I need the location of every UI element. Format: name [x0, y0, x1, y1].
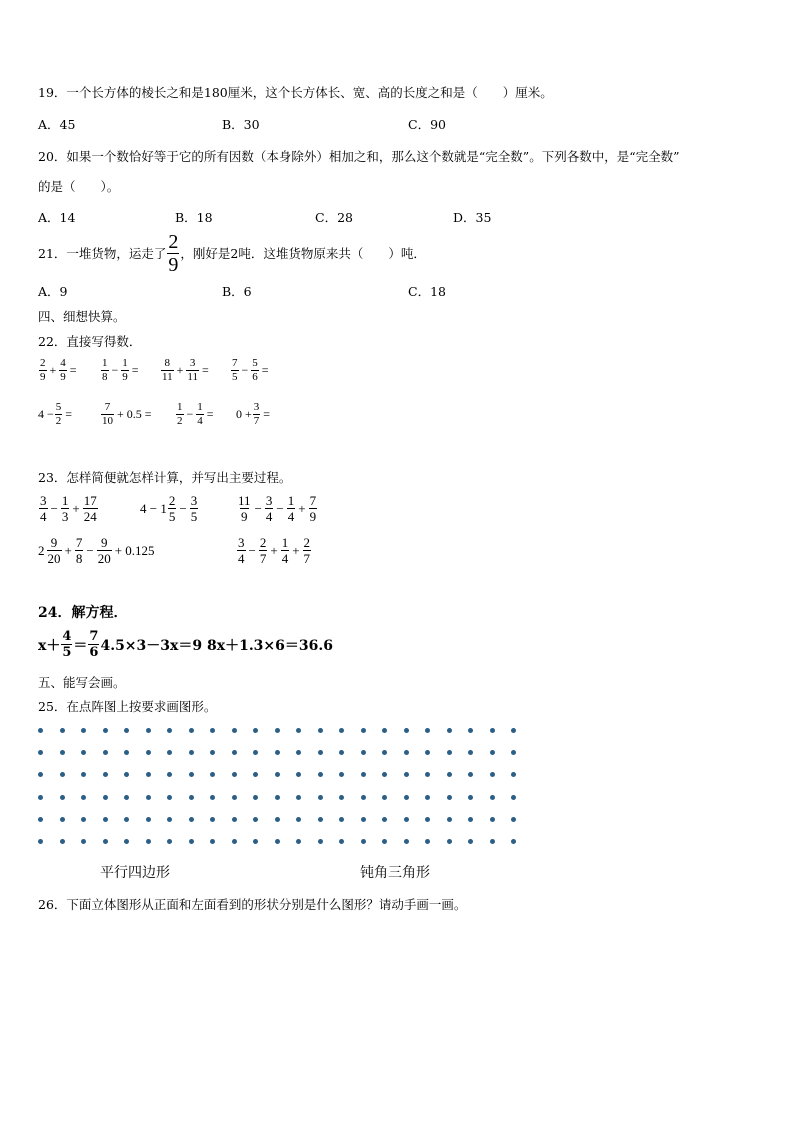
grid-dot[interactable]	[232, 839, 237, 844]
q22-expr-5: 4 − $\frac{5}{2}$ =	[38, 401, 73, 427]
grid-dot[interactable]	[318, 795, 323, 800]
grid-dot[interactable]	[232, 817, 237, 822]
dot-grid[interactable]	[38, 728, 513, 848]
grid-dot[interactable]	[253, 772, 258, 777]
q21-option-b: B．6	[222, 284, 252, 299]
q24-x-term: x＋	[38, 637, 61, 654]
q20-option-b: B．18	[175, 210, 213, 225]
grid-dot[interactable]	[81, 750, 86, 755]
grid-dot[interactable]	[232, 795, 237, 800]
q19-stem: 19．一个长方体的棱长之和是180厘米，这个长方体长、宽、高的长度之和是（ ）厘米。	[38, 85, 553, 100]
grid-dot[interactable]	[232, 728, 237, 733]
q21-fraction-num: 2	[168, 230, 179, 253]
q20-option-a: A．14	[38, 210, 76, 225]
grid-dot[interactable]	[490, 817, 495, 822]
grid-dot[interactable]	[447, 817, 452, 822]
grid-dot[interactable]	[511, 772, 516, 777]
q22-stem: 22．直接写得数．	[38, 334, 142, 349]
grid-dot[interactable]	[275, 728, 280, 733]
grid-dot[interactable]	[124, 750, 129, 755]
grid-dot[interactable]	[468, 839, 473, 844]
grid-dot[interactable]	[447, 750, 452, 755]
q19-option-b: B．30	[222, 117, 260, 132]
grid-dot[interactable]	[210, 750, 215, 755]
grid-dot[interactable]	[511, 795, 516, 800]
grid-dot[interactable]	[124, 772, 129, 777]
grid-dot[interactable]	[253, 795, 258, 800]
grid-dot[interactable]	[103, 817, 108, 822]
grid-dot[interactable]	[253, 728, 258, 733]
grid-dot[interactable]	[146, 728, 151, 733]
q24-rest: 4.5×3－3x＝9 8x＋1.3×6＝36.6	[100, 637, 333, 654]
grid-dot[interactable]	[382, 839, 387, 844]
grid-dot[interactable]	[146, 795, 151, 800]
grid-dot[interactable]	[447, 839, 452, 844]
grid-dot[interactable]	[447, 795, 452, 800]
grid-dot[interactable]	[490, 839, 495, 844]
grid-dot[interactable]	[38, 839, 43, 844]
grid-dot[interactable]	[60, 795, 65, 800]
grid-dot[interactable]	[382, 750, 387, 755]
grid-dot[interactable]	[339, 795, 344, 800]
q22-expr-8: 0 + $\frac{3}{7}$ =	[236, 401, 271, 427]
grid-dot[interactable]	[60, 728, 65, 733]
q21-stem-post: ，刚好是2吨．这堆货物原来共（ ）吨．	[180, 246, 426, 261]
q21-fraction-den: 9	[168, 253, 179, 276]
grid-dot[interactable]	[275, 772, 280, 777]
grid-dot[interactable]	[490, 750, 495, 755]
grid-dot[interactable]	[425, 817, 430, 822]
grid-dot[interactable]	[275, 750, 280, 755]
q21-fraction	[167, 232, 179, 275]
grid-dot[interactable]	[189, 795, 194, 800]
q24-fraction-1: $\frac{4}{5}$	[62, 629, 72, 660]
grid-dot[interactable]	[382, 795, 387, 800]
grid-dot[interactable]	[210, 728, 215, 733]
grid-dot[interactable]	[468, 750, 473, 755]
label-obtuse-triangle: 钝角三角形	[360, 865, 430, 881]
grid-dot[interactable]	[124, 839, 129, 844]
grid-dot[interactable]	[60, 750, 65, 755]
grid-dot[interactable]	[318, 750, 323, 755]
grid-dot[interactable]	[146, 772, 151, 777]
grid-dot[interactable]	[124, 795, 129, 800]
grid-dot[interactable]	[447, 728, 452, 733]
grid-dot[interactable]	[296, 728, 301, 733]
section-4-title: 四、细想快算。	[38, 309, 126, 324]
grid-dot[interactable]	[490, 772, 495, 777]
q25-stem: 25．在点阵图上按要求画图形。	[38, 699, 217, 714]
q24-fraction-2: $\frac{7}{6}$	[89, 629, 99, 660]
q22-expr-4: $\frac{7}{5}$ − $\frac{5}{6}$ =	[232, 357, 269, 383]
grid-dot[interactable]	[38, 750, 43, 755]
grid-dot[interactable]	[296, 750, 301, 755]
q20-stem-line2: 的是（ ）。	[38, 179, 120, 194]
grid-dot[interactable]	[339, 839, 344, 844]
grid-dot[interactable]	[167, 772, 172, 777]
grid-dot[interactable]	[296, 839, 301, 844]
grid-dot[interactable]	[103, 839, 108, 844]
grid-dot[interactable]	[404, 728, 409, 733]
grid-dot[interactable]	[318, 817, 323, 822]
grid-dot[interactable]	[361, 728, 366, 733]
grid-dot[interactable]	[511, 728, 516, 733]
q19-option-a: A．45	[38, 117, 76, 132]
grid-dot[interactable]	[339, 750, 344, 755]
grid-dot[interactable]	[425, 839, 430, 844]
grid-dot[interactable]	[253, 839, 258, 844]
grid-dot[interactable]	[167, 795, 172, 800]
grid-dot[interactable]	[361, 817, 366, 822]
q23-stem: 23．怎样简便就怎样计算，并写出主要过程。	[38, 470, 292, 485]
q22-expr-7: $\frac{1}{2}$ − $\frac{1}{4}$ =	[177, 401, 214, 427]
grid-dot[interactable]	[210, 795, 215, 800]
grid-dot[interactable]	[189, 839, 194, 844]
grid-dot[interactable]	[468, 817, 473, 822]
q24-equals: ＝	[73, 637, 88, 654]
grid-dot[interactable]	[339, 817, 344, 822]
section-5-title: 五、能写会画。	[38, 675, 126, 690]
q21-option-c: C．18	[408, 284, 446, 299]
q21-stem	[38, 232, 426, 274]
grid-dot[interactable]	[382, 772, 387, 777]
grid-dot[interactable]	[382, 728, 387, 733]
grid-dot[interactable]	[490, 728, 495, 733]
grid-dot[interactable]	[81, 728, 86, 733]
grid-dot[interactable]	[339, 728, 344, 733]
grid-dot[interactable]	[447, 772, 452, 777]
grid-dot[interactable]	[318, 772, 323, 777]
q23-expr-3: $\frac{11}{9}$ − $\frac{3}{4}$ − $\frac{1}{4}$ + $\frac{7}{9}$	[238, 493, 317, 524]
grid-dot[interactable]	[490, 795, 495, 800]
grid-dot[interactable]	[253, 817, 258, 822]
grid-dot[interactable]	[253, 750, 258, 755]
grid-dot[interactable]	[38, 728, 43, 733]
grid-dot[interactable]	[81, 795, 86, 800]
grid-dot[interactable]	[103, 772, 108, 777]
q22-expr-2: $\frac{1}{8}$ − $\frac{1}{9}$ =	[102, 357, 139, 383]
grid-dot[interactable]	[275, 795, 280, 800]
grid-dot[interactable]	[167, 728, 172, 733]
q23-expr-4: 2 $\frac{9}{20}$ + $\frac{7}{8}$ − $\frac{9}{20}$ + 0.125	[38, 535, 155, 566]
grid-dot[interactable]	[511, 750, 516, 755]
grid-dot[interactable]	[382, 817, 387, 822]
q19-option-c: C．90	[408, 117, 446, 132]
grid-dot[interactable]	[103, 750, 108, 755]
grid-dot[interactable]	[232, 750, 237, 755]
grid-dot[interactable]	[103, 728, 108, 733]
q20-option-d: D．35	[453, 210, 492, 225]
grid-dot[interactable]	[361, 795, 366, 800]
grid-dot[interactable]	[296, 772, 301, 777]
grid-dot[interactable]	[167, 750, 172, 755]
q21-stem-pre: 21．一堆货物，运走了	[38, 246, 167, 261]
grid-dot[interactable]	[232, 772, 237, 777]
grid-dot[interactable]	[38, 795, 43, 800]
grid-dot[interactable]	[124, 817, 129, 822]
grid-dot[interactable]	[404, 750, 409, 755]
grid-dot[interactable]	[404, 772, 409, 777]
grid-dot[interactable]	[81, 839, 86, 844]
grid-dot[interactable]	[167, 839, 172, 844]
grid-dot[interactable]	[425, 750, 430, 755]
q24-equations	[38, 630, 333, 659]
grid-dot[interactable]	[210, 817, 215, 822]
grid-dot[interactable]	[146, 817, 151, 822]
grid-dot[interactable]	[361, 750, 366, 755]
grid-dot[interactable]	[404, 839, 409, 844]
grid-dot[interactable]	[189, 772, 194, 777]
grid-dot[interactable]	[425, 728, 430, 733]
grid-dot[interactable]	[146, 839, 151, 844]
q23-expr-5: $\frac{3}{4}$ − $\frac{2}{7}$ + $\frac{1}{4}$ + $\frac{2}{7}$	[238, 535, 311, 566]
grid-dot[interactable]	[275, 817, 280, 822]
q24-stem: 24．解方程．	[38, 605, 128, 621]
grid-dot[interactable]	[146, 750, 151, 755]
grid-dot[interactable]	[81, 817, 86, 822]
grid-dot[interactable]	[60, 817, 65, 822]
grid-dot[interactable]	[189, 728, 194, 733]
grid-dot[interactable]	[339, 772, 344, 777]
q22-expr-3: $\frac{8}{11}$ + $\frac{3}{11}$ =	[162, 357, 209, 383]
grid-dot[interactable]	[103, 795, 108, 800]
grid-dot[interactable]	[296, 817, 301, 822]
grid-dot[interactable]	[210, 772, 215, 777]
grid-dot[interactable]	[468, 772, 473, 777]
grid-dot[interactable]	[60, 772, 65, 777]
q22-expr-6: $\frac{7}{10}$ + 0.5 =	[102, 401, 152, 427]
grid-dot[interactable]	[210, 839, 215, 844]
grid-dot[interactable]	[425, 772, 430, 777]
grid-dot[interactable]	[425, 795, 430, 800]
q23-expr-1: $\frac{3}{4}$ − $\frac{1}{3}$ + $\frac{17}{24}$	[40, 493, 97, 524]
label-parallelogram: 平行四边形	[100, 865, 170, 881]
q21-option-a: A．9	[38, 284, 68, 299]
grid-dot[interactable]	[296, 795, 301, 800]
q20-stem-line1: 20．如果一个数恰好等于它的所有因数（本身除外）相加之和，那么这个数就是“完全数”。下列各数中，是“完全数”	[38, 149, 680, 164]
q26-stem: 26．下面立体图形从正面和左面看到的形状分别是什么图形？请动手画一画。	[38, 897, 467, 912]
q23-expr-2: 4 − 1 $\frac{2}{5}$ − $\frac{3}{5}$	[140, 493, 198, 524]
grid-dot[interactable]	[167, 817, 172, 822]
grid-dot[interactable]	[511, 839, 516, 844]
grid-dot[interactable]	[511, 817, 516, 822]
grid-dot[interactable]	[318, 839, 323, 844]
grid-dot[interactable]	[189, 750, 194, 755]
grid-dot[interactable]	[404, 795, 409, 800]
grid-dot[interactable]	[361, 772, 366, 777]
grid-dot[interactable]	[318, 728, 323, 733]
q20-option-c: C．28	[315, 210, 353, 225]
grid-dot[interactable]	[38, 772, 43, 777]
q22-expr-1: $\frac{2}{9}$ + $\frac{4}{9}$ =	[40, 357, 77, 383]
grid-dot[interactable]	[275, 839, 280, 844]
grid-dot[interactable]	[81, 772, 86, 777]
grid-dot[interactable]	[361, 839, 366, 844]
grid-dot[interactable]	[189, 817, 194, 822]
grid-dot[interactable]	[38, 817, 43, 822]
grid-dot[interactable]	[60, 839, 65, 844]
grid-dot[interactable]	[404, 817, 409, 822]
grid-dot[interactable]	[468, 728, 473, 733]
grid-dot[interactable]	[468, 795, 473, 800]
grid-dot[interactable]	[124, 728, 129, 733]
